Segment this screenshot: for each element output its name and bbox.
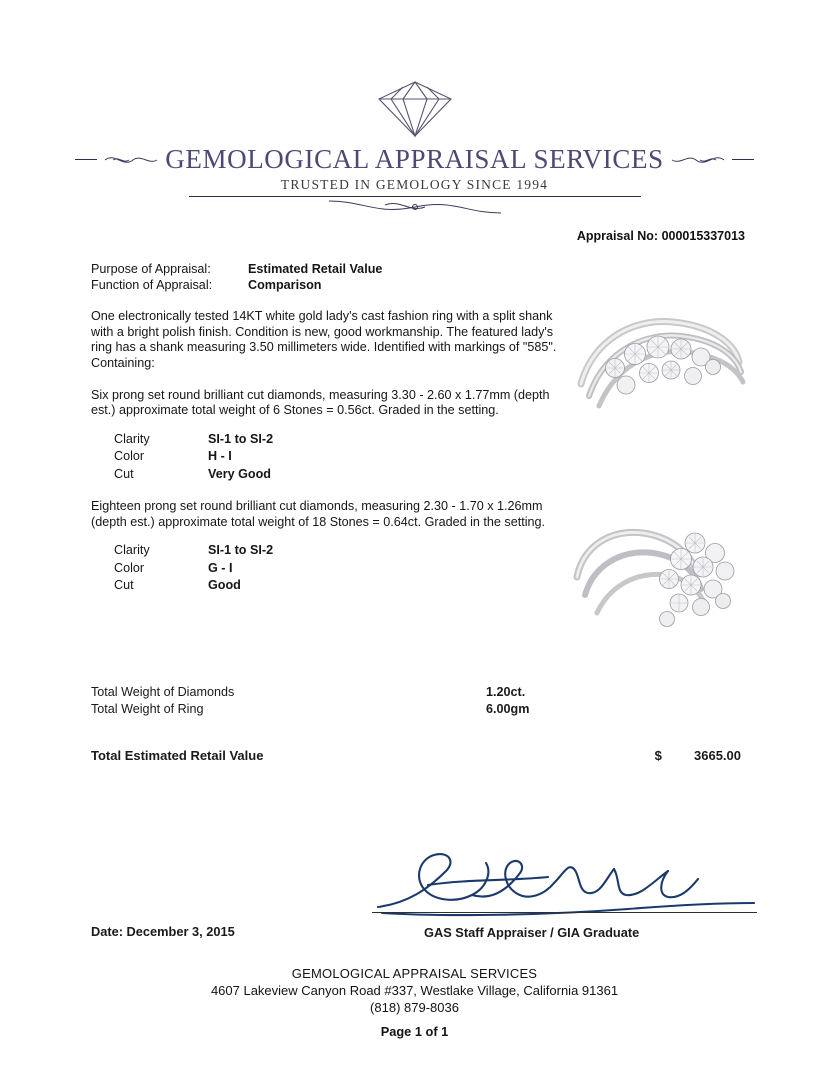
grand-total-label: Total Estimated Retail Value (91, 748, 264, 763)
spec-name: Clarity (114, 543, 150, 558)
tagline: TRUSTED IN GEMOLOGY SINCE 1994 (280, 177, 549, 192)
page-number: Page 1 of 1 (380, 1024, 449, 1039)
spec-value: SI-1 to SI-2 (208, 543, 274, 558)
item-1-specs (114, 431, 561, 484)
spec-name: Color (114, 560, 145, 575)
item-2-specs (114, 542, 561, 595)
total-diamond-weight-label: Total Weight of Diamonds (91, 685, 235, 699)
purpose-label: Purpose of Appraisal: (91, 262, 211, 276)
grand-total-currency: $ (654, 748, 662, 763)
ring-photo-1 (563, 300, 753, 420)
title-rule-left (75, 159, 97, 160)
appraisal-number: Appraisal No: 000015337013 (576, 229, 745, 243)
function-label: Function of Appraisal: (91, 277, 213, 292)
spec-value: G - I (208, 560, 233, 575)
grand-total-value: 3665.00 (694, 748, 741, 763)
appraisal-body (91, 262, 561, 595)
item-2-paragraph: Eighteen prong set round brilliant cut diamonds, measuring 2.30 - 1.70 x 1.26mm (depth est.) approximate total weight of 18 Stones = 0.64ct. Graded in the setting. (91, 499, 545, 529)
spec-row (114, 466, 561, 484)
item-1-paragraph: Six prong set round brilliant cut diamonds, measuring 3.30 - 2.60 x 1.77mm (depth est.) approximate total weight of 6 Stones = 0.56ct. Graded in the setting. (91, 387, 550, 418)
total-ring-weight-label: Total Weight of Ring (91, 701, 204, 716)
appraisal-date: Date: December 3, 2015 (91, 924, 235, 939)
footer-phone: (818) 879-8036 (370, 1000, 459, 1015)
company-title-row (0, 144, 829, 175)
ring-photo-2 (563, 513, 753, 635)
spec-row (114, 448, 561, 466)
spec-row (114, 577, 561, 595)
description-paragraph: One electronically tested 14KT white gold lady's cast fashion ring with a split shank with a bright polish finish. Condition is new, good workmanship. The featured lady's ring has a shank measuring 3.50 millimeters wide. Identified with markings of "585". Containing: (91, 309, 557, 370)
diamond-icon (355, 78, 475, 140)
purpose-row (91, 262, 561, 278)
spec-name: Color (114, 449, 145, 464)
total-diamond-weight-row (91, 684, 741, 701)
title-rule-right (732, 159, 754, 160)
grand-total-row (91, 748, 741, 765)
function-value: Comparison (248, 277, 322, 292)
total-ring-weight-value: 6.00gm (486, 701, 530, 716)
spec-name: Cut (114, 466, 134, 481)
letterhead (0, 78, 829, 219)
signature-line (372, 912, 757, 913)
spec-row (114, 560, 561, 578)
spec-name: Clarity (114, 431, 150, 446)
appraiser-caption: GAS Staff Appraiser / GIA Graduate (424, 925, 640, 940)
total-diamond-weight-value: 1.20ct. (486, 685, 526, 699)
footer-address: 4607 Lakeview Canyon Road #337, Westlake Village, California 91361 (210, 983, 619, 998)
purpose-value: Estimated Retail Value (248, 262, 383, 276)
spec-row (114, 431, 561, 449)
flourish-right-icon (670, 151, 726, 169)
footer (0, 965, 829, 1040)
spec-value: H - I (208, 449, 232, 464)
function-row (91, 278, 561, 294)
total-ring-weight-row (91, 701, 741, 718)
spec-name: Cut (114, 578, 134, 593)
scroll-ornament-icon (325, 197, 505, 219)
signature-image (368, 845, 763, 925)
footer-company: GEMOLOGICAL APPRAISAL SERVICES (291, 966, 538, 981)
totals-section (91, 684, 741, 765)
spec-value: SI-1 to SI-2 (208, 431, 274, 446)
spec-value: Very Good (208, 466, 271, 481)
spec-value: Good (208, 578, 241, 593)
page-title: GEMOLOGICAL APPRAISAL SERVICES (165, 144, 664, 174)
spec-row (114, 542, 561, 560)
flourish-left-icon (103, 151, 159, 169)
